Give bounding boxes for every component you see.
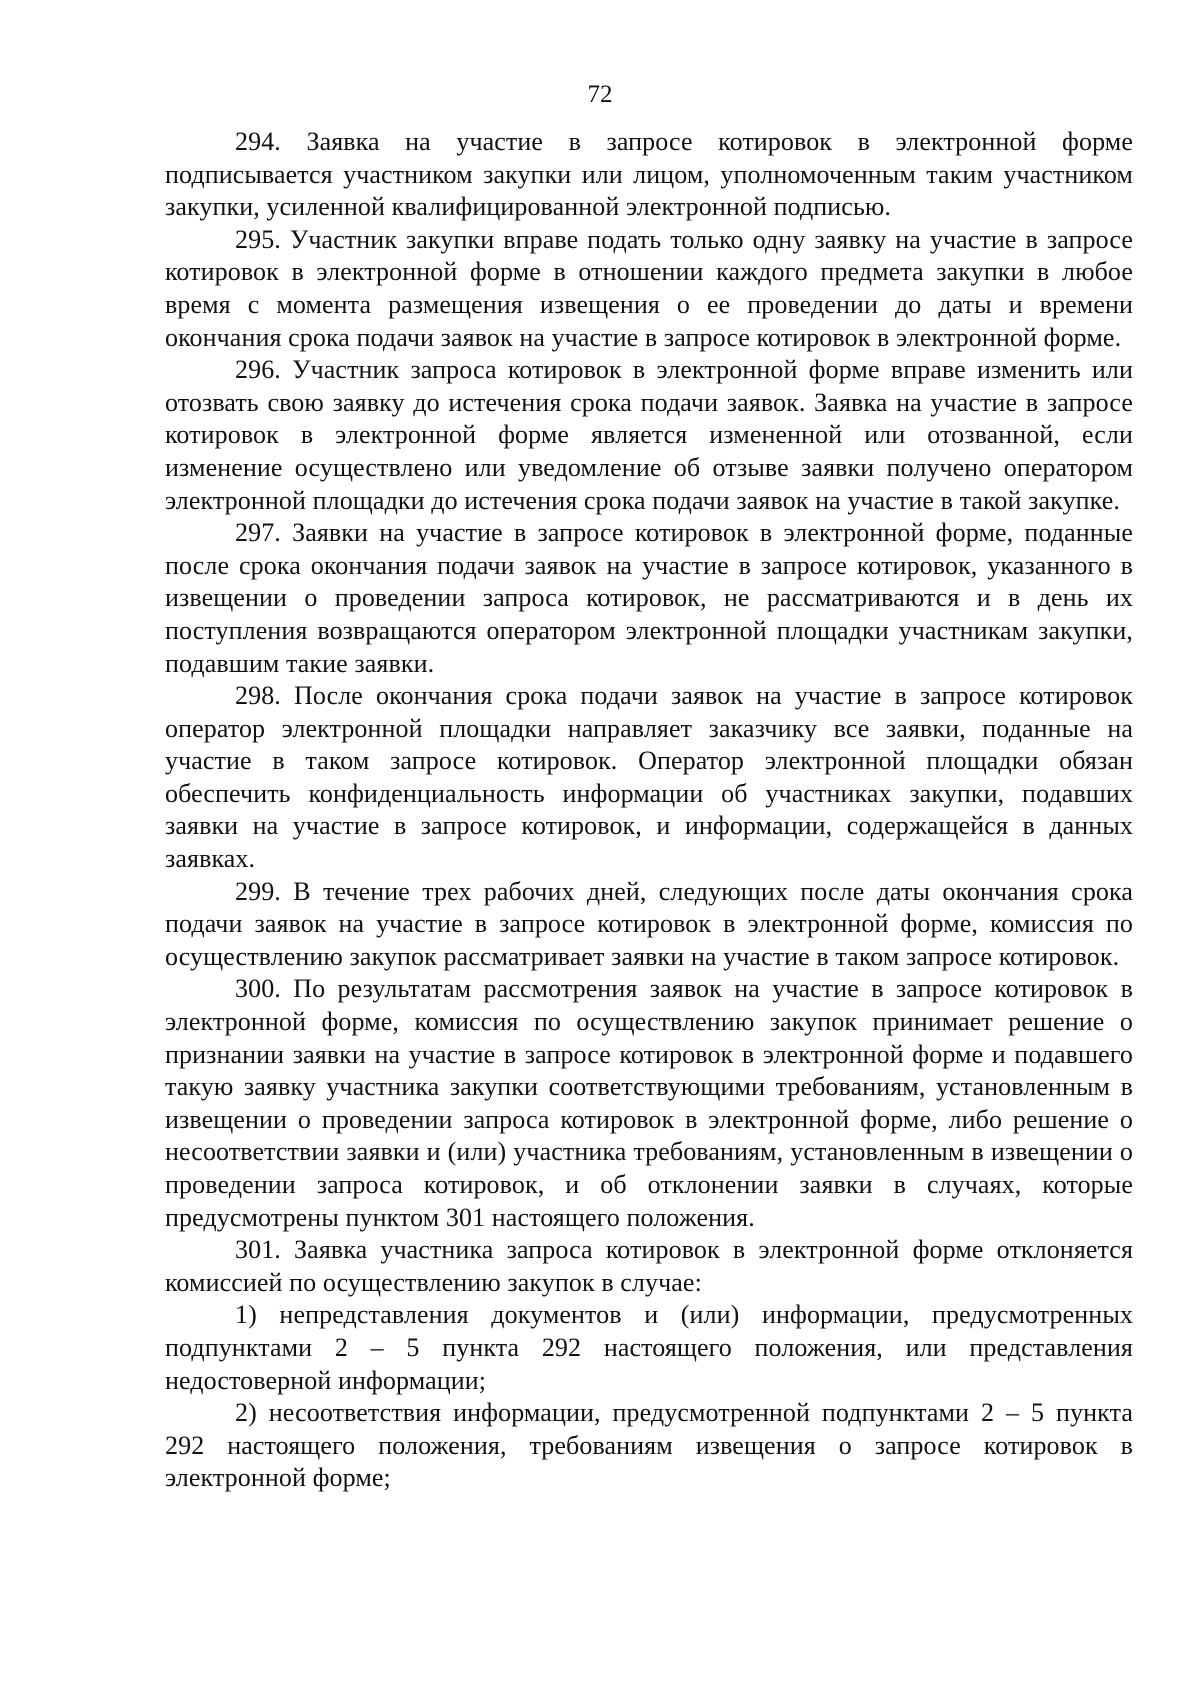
paragraph-297: 297. Заявки на участие в запросе котировок в электронной форме, поданные после срока окончания подачи заявок на участие в запросе котировок, указанного в извещении о проведении запроса котировок, не рассматриваются и в день их поступления возвращаются оператором электронной площадки участникам закупки, подавшим такие заявки.: [165, 518, 1133, 678]
subitem-1: 1) непредставления документов и (или) информации, предусмотренных подпунктами 2 – 5 пункта 292 настоящего положения, или представления недостоверной информации;: [165, 1300, 1133, 1395]
paragraph-295: 295. Участник закупки вправе подать только одну заявку на участие в запросе котировок в электронной форме в отношении каждого предмета закупки в любое время с момента размещения извещения о ее проведении до даты и времени окончания срока подачи заявок на участие в запросе котировок в электронной форме.: [165, 224, 1133, 352]
paragraph-301: 301. Заявка участника запроса котировок в электронной форме отклоняется комиссией по осуществлению закупок в случае:: [165, 1235, 1133, 1297]
paragraph-298: 298. После окончания срока подачи заявок на участие в запросе котировок оператор электронной площадки направляет заказчику все заявки, поданные на участие в таком запросе котировок. Оператор электронной площадки обязан обеспечить конфиденциальность информации об участниках закупки, подавших заявки на участие в запросе котировок, и информации, содержащейся в данных заявках.: [165, 681, 1133, 874]
document-body: [165, 126, 1133, 1495]
paragraph-300: 300. По результатам рассмотрения заявок на участие в запросе котировок в электронной форме, комиссия по осуществлению закупок принимает решение о признании заявки на участие в запросе котировок в электронной форме и подавшего такую заявку участника закупки соответствующими требованиям, установленным в извещении о проведении запроса котировок в электронной форме, либо решение о несоответствии заявки и (или) участника требованиям, установленным в извещении о проведении запроса котировок, и об отклонении заявки в случаях, которые предусмотрены пунктом 301 настоящего положения.: [165, 974, 1133, 1232]
paragraph-296: 296. Участник запроса котировок в электронной форме вправе изменить или отозвать свою заявку до истечения срока подачи заявок. Заявка на участие в запросе котировок в электронной форме является измененной или отозванной, если изменение осуществлено или уведомление об отзыве заявки получено оператором электронной площадки до истечения срока подачи заявок на участие в такой закупке.: [165, 355, 1133, 515]
subitem-2: 2) несоответствия информации, предусмотренной подпунктами 2 – 5 пункта 292 настоящего положения, требованиям извещения о запросе котировок в электронной форме;: [165, 1398, 1133, 1493]
paragraph-294: 294. Заявка на участие в запросе котировок в электронной форме подписывается участником закупки или лицом, уполномоченным таким участником закупки, усиленной квалифицированной электронной подписью.: [165, 127, 1133, 222]
page-number: 72: [587, 81, 613, 108]
paragraph-299: 299. В течение трех рабочих дней, следующих после даты окончания срока подачи заявок на участие в запросе котировок в электронной форме, комиссия по осуществлению закупок рассматривает заявки на участие в таком запросе котировок.: [165, 876, 1133, 971]
